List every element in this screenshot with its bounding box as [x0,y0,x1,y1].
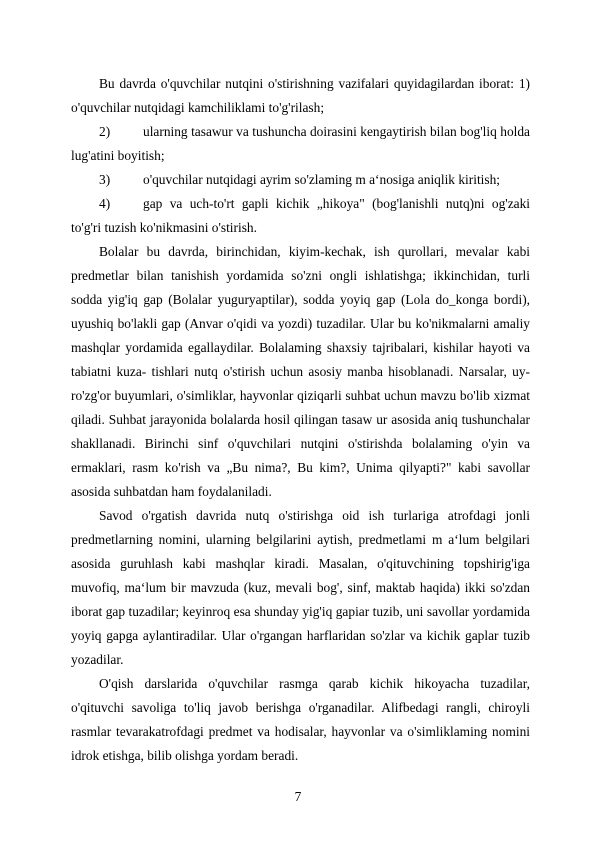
list-item-3 [71,168,530,192]
list-item-3-number: 3) [99,172,111,187]
page-number: 7 [294,789,302,804]
paragraph-bolalar: Bolalar bu davrda, birinchidan, kiyim-kechak, ish qurollari, mevalar kabi predmetlar bilan tanishish yordamida so'zni ongli ishlatishga; ikkinchidan, turli sodda yig'iq gap (Bolalar yuguryaptilar), sodda yoyiq gap (Lola do_konga bordi), uyushiq bo'lakli gap (Anvar o'qidi va yozdi) tuzadilar. Ular bu ko'nikmalarni amaliy mashqlar yordamida egallaydilar. Bolalaming shaxsiy tajribalari, kishilar hayoti va tabiatni kuza- tishlari nutq o'stirish uchun asosiy manba hisoblanadi. Narsalar, uy-ro'zg'or buyumlari, o'simliklar, hayvonlar qiziqarli suhbat uchun mavzu bo'lib xizmat qiladi. Suhbat jarayonida bolalarda hosil qilingan tasaw ur asosida aniq tushunchalar shakllanadi. Birinchi sinf o'quvchilari nutqini o'stirishda bolalaming o'yin va ermaklari, rasm ko'rish va „Bu nima?, Bu kim?, Unima qilyapti?" kabi savollar asosida suhbatdan ham foydalaniladi. [71,244,530,499]
list-item-4 [71,192,530,240]
paragraph-oqish: O'qish darslarida o'quvchilar rasmga qarab kichik hikoyacha tuzadilar, o'qituvchi savoliga to'liq javob berishga o'rganadilar. Alifbedagi rangli, chiroyli rasmlar tevarakatrofdagi predmet va hodisalar, hayvonlar va o'simliklaming nomini idrok etishga, bilib olishga yordam beradi. [71,676,530,763]
list-item-2-number: 2) [99,124,111,139]
list-item-2-text: ularning tasawur va tushuncha doirasini kengaytirish bilan bog'liq holda lug'atini boyitish; [71,124,530,163]
intro-paragraph: Bu davrda o'quvchilar nutqini o'stirishning vazifalari quyidagilardan iborat: 1) o'quvchilar nutqidagi kamchiliklami to'g'rilash; [71,76,530,115]
document-body [71,72,530,768]
list-item-3-text: o'quvchilar nutqidagi ayrim so'zlaming m a‘nosiga aniqlik kiritish; [143,172,501,187]
list-item-4-number: 4) [99,196,111,211]
list-item-4-text: gap va uch-to'rt gapli kichik „hikoya" (bog'lanishli nutq)ni og'zaki to'g'ri tuzish ko'nikmasini o'stirish. [71,196,530,235]
paragraph-savod: Savod o'rgatish davrida nutq o'stirishga oid ish turlariga atrofdagi jonli predmetlarning nomini, ularning belgilarini aytish, predmetlami m a‘lum belgilari asosida guruhlash kabi mashqlar kiradi. Masalan, o'qituvchining topshirig'iga muvofiq, ma‘lum bir mavzuda (kuz, mevali bog', sinf, maktab haqida) ikki so'zdan iborat gap tuzadilar; keyinroq esa shunday yig'iq gapiar tuzib, uni savollar yordamida yoyiq gapga aylantiradilar. Ular o'rgangan harflaridan so'zlar va kichik gaplar tuzib yozadilar. [71,508,530,667]
list-item-2 [71,120,530,168]
